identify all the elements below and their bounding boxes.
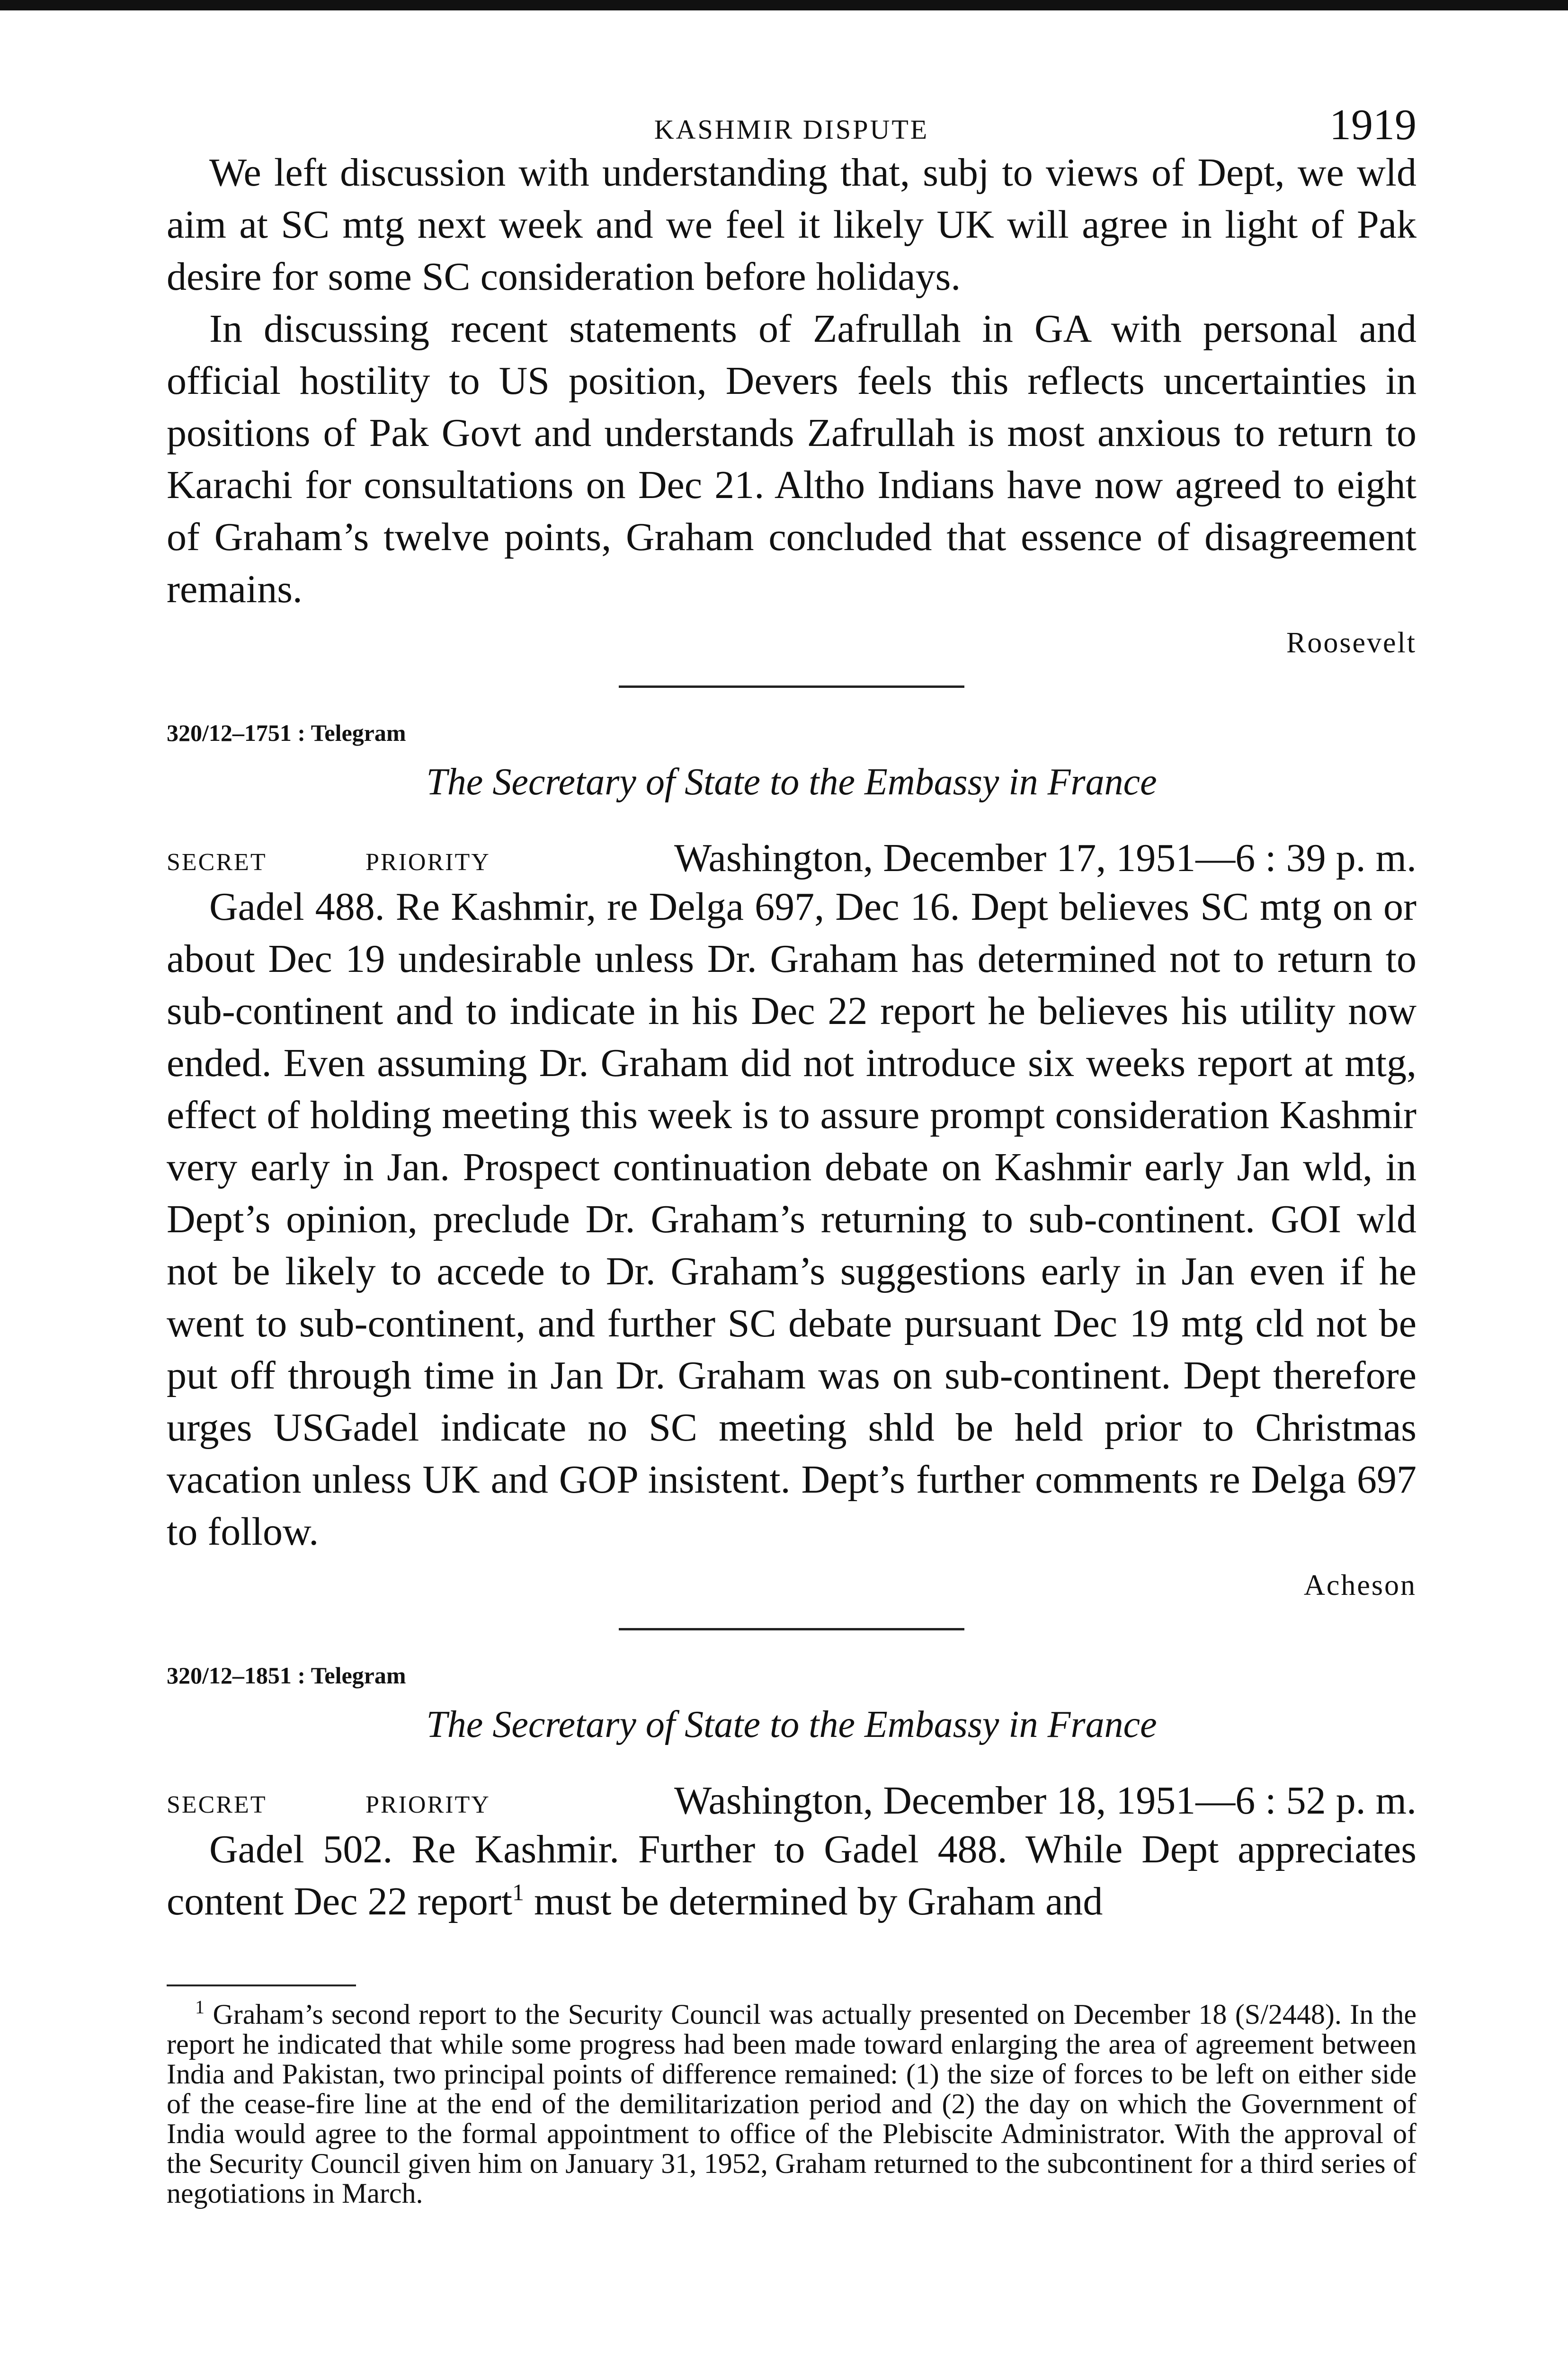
signature-acheson: Acheson [1304, 1569, 1417, 1602]
running-head [167, 95, 1417, 147]
dateline-row [167, 1767, 1417, 1824]
document-title: The Secretary of State to the Embassy in France [426, 761, 1157, 803]
dateline: Washington, December 17, 1951—6 : 39 p. m. [674, 836, 1417, 880]
precedence-label: PRIORITY [365, 849, 490, 876]
telegram-document-2 [167, 1659, 1417, 1928]
file-reference: 320/12–1851 : Telegram [167, 1662, 406, 1689]
body-paragraph: Gadel 488. Re Kashmir, re Delga 697, Dec 16. Dept believes SC mtg on or about Dec 19 undesirable unless Dr. Graham has determined not to return to sub-continent and to indicate in his Dec 22 report he believes his utility now ended. Even assuming Dr. Graham did not introduce six weeks report at mtg, effect of holding meeting this week is to assure prompt consideration Kashmir very early in Jan. Prospect continuation debate on Kashmir early Jan wld, in Dept’s opinion, preclude Dr. Graham’s returning to sub-continent. GOI wld not be likely to accede to Dr. Graham’s suggestions early in Jan even if he went to sub-continent, and further SC debate pursuant Dec 19 mtg cld not be put off through time in Jan Dr. Graham was on sub-continent. Dept therefore urges USGadel indicate no SC meeting shld be held prior to Christmas vacation unless UK and GOP insistent. Dept’s further comments re Delga 697 to follow. [167, 885, 1417, 1554]
running-head-title: KASHMIR DISPUTE [654, 114, 929, 145]
page-number: 1919 [1329, 100, 1417, 149]
dateline-row [167, 824, 1417, 881]
page-top-edge [0, 0, 1568, 10]
classification-label: SECRET [167, 849, 267, 876]
telegram-document-1 [167, 716, 1417, 1609]
precedence-label: PRIORITY [365, 1791, 490, 1818]
signature-roosevelt: Roosevelt [1286, 627, 1417, 659]
continued-telegram [167, 147, 1417, 667]
section-divider [619, 685, 964, 688]
footnote-rule [167, 1984, 356, 1986]
dateline: Washington, December 18, 1951—6 : 52 p. m. [674, 1779, 1417, 1823]
document-page [167, 95, 1417, 2208]
footnote-mark: 1 [195, 1996, 205, 2018]
footnote-reference[interactable]: 1 [512, 1879, 525, 1905]
body-text: Gadel 502. Re Kashmir. Further to Gadel 488. While Dept appreciates content Dec 22 report [167, 1827, 1417, 1923]
file-reference: 320/12–1751 : Telegram [167, 720, 406, 746]
body-paragraph [167, 1824, 1417, 1928]
classification-label: SECRET [167, 1791, 267, 1818]
body-paragraph: We left discussion with understanding that, subj to views of Dept, we wld aim at SC mtg next week and we feel it likely UK will agree in light of Pak desire for some SC consideration before holidays. [167, 151, 1417, 299]
footnote-text: Graham’s second report to the Security Council was actually presented on December 18 (S/2448). In the report he indicated that while some progress had been made toward enlarging the area of agreement between India and Pakistan, two principal points of difference remained: (1) the size of forces to be left on either side of the cease-fire line at the end of the demilitarization period and (2) the day on which the Government of India would agree to the formal appointment to office of the Plebiscite Administrator. With the approval of the Security Council given him on January 31, 1952, Graham returned to the subcontinent for a third series of negotiations in March. [167, 1999, 1417, 2209]
body-text: must be determined by Graham and [524, 1879, 1103, 1923]
document-title: The Secretary of State to the Embassy in France [426, 1704, 1157, 1745]
footnote [167, 1996, 1417, 2209]
body-paragraph: In discussing recent statements of Zafrullah in GA with personal and official hostility to US position, Devers feels this reflects uncertainties in positions of Pak Govt and understands Zafrullah is most anxious to return to Karachi for consultations on Dec 21. Altho Indians have now agreed to eight of Graham’s twelve points, Graham concluded that essence of disagreement remains. [167, 307, 1417, 611]
section-divider [619, 1628, 964, 1630]
